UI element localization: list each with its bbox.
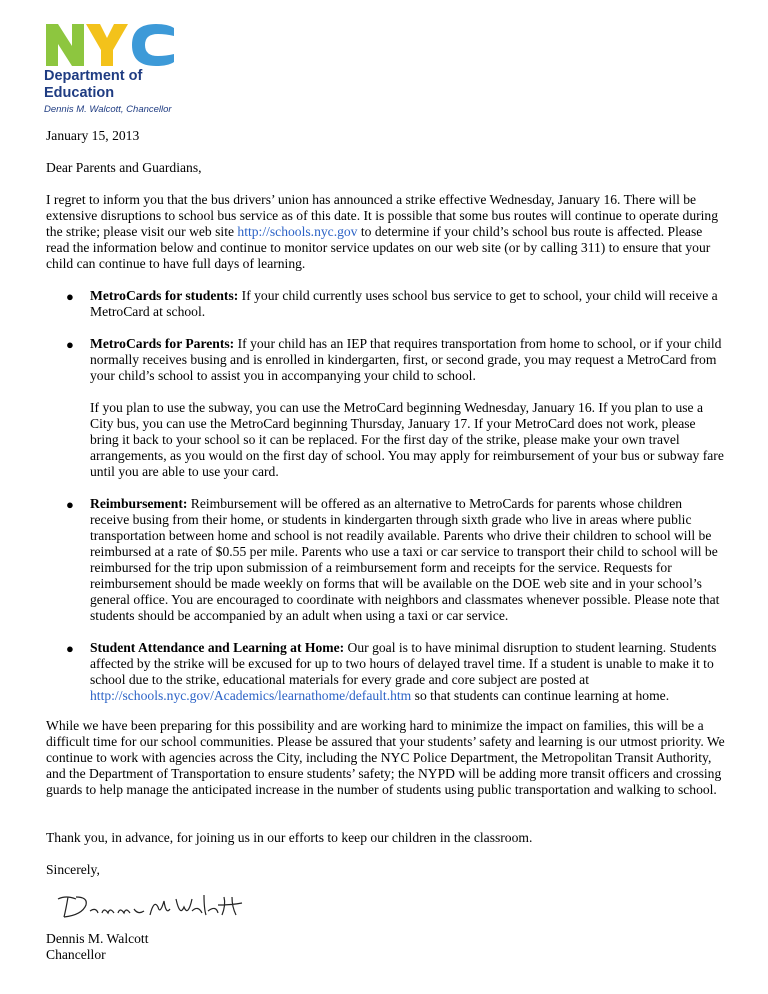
thanks-paragraph: Thank you, in advance, for joining us in our efforts to keep our children in the classroom. — [46, 830, 533, 845]
bullet-attendance-learning: Student Attendance and Learning at Home: Our goal is to have minimal disruption to student learning. Students affected by the strike will be excused for up to two hours of delayed travel time. If a student is unable to make it to school due to the strike, educational materials for every grade and core subject are posted at http://schools.nyc.gov/Academics/learnathome/default.htm so that students can continue learning at home. — [90, 640, 717, 703]
bullet-reimbursement: Reimbursement: Reimbursement will be offered as an alternative to MetroCards for parents whose children receive busing from their home, or students in kindergarten through sixth grade who live in areas where public transportation between home and school is not readily available. Parents who drive their children to school will be reimbursed at a rate of $0.55 per mile. Parents who use a taxi or car service to transport their child to school will be reimbursed for the trip upon submission of a reimbursement form and receipts for the service. Requests for reimbursement should be made weekly on forms that will be available on the DOE web site and in your school’s general office. You are encouraged to coordinate with neighbors and classmates whenever possible. Please note that students should be accompanied by an adult when using a taxi or car service. — [90, 496, 720, 623]
nyc-y-letter — [86, 24, 128, 66]
nyc-c-letter — [132, 24, 174, 66]
logo-chancellor-line: Dennis M. Walcott, Chancellor — [44, 104, 172, 115]
closing-paragraph: While we have been preparing for this possibility and are working hard to minimize the impact on families, this will be a difficult time for our school communities. Please be assured that your students’ safety and learning is our utmost priority. We continue to work with agencies across the City, including the NYC Police Department, the Metropolitan Transit Authority, and the Department of Transportation to ensure students’ safety; the NYPD will be adding more transit officers and crossing guards to help manage the anticipated increase in the number of students using public transportation and walking to school. — [46, 718, 725, 797]
bullet-icon: ● — [66, 641, 74, 656]
sign-off: Sincerely, — [46, 862, 100, 877]
signer-name: Dennis M. Walcott — [46, 931, 149, 946]
bullet-icon: ● — [66, 337, 74, 352]
bullet-icon: ● — [66, 289, 74, 304]
letter-date: January 15, 2013 — [46, 128, 140, 143]
doe-logo — [44, 22, 184, 115]
intro-paragraph: I regret to inform you that the bus drivers’ union has announced a strike effective Wednesday, January 16. There will be extensive disruptions to school bus service as of this date. It is possible that some bus routes will continue to operate during the strike; please visit our web site http://schools.nyc.gov to determine if your child’s school bus route is affected. Please read the information below and continue to monitor service updates on our web site (or by calling 311) to ensure that your child can continue to have full days of learning. — [46, 192, 719, 271]
subway-paragraph: If you plan to use the subway, you can use the MetroCard beginning Wednesday, January 16. If you plan to use a City bus, you can use the MetroCard beginning Thursday, January 17. If your MetroCard does not work, please bring it back to your school so it can be replaced. For the first day of the strike, please make your own travel arrangements, as you would on the first day of school. You may apply for reimbursement of your bus or subway fare until you are able to use your card. — [90, 400, 724, 479]
salutation: Dear Parents and Guardians, — [46, 160, 202, 175]
schools-website-link[interactable]: http://schools.nyc.gov — [237, 224, 358, 239]
bullet-icon: ● — [66, 497, 74, 512]
signer-title: Chancellor — [46, 947, 106, 962]
nyc-n-letter — [46, 24, 84, 66]
bullet-metrocards-parents: MetroCards for Parents: If your child has an IEP that requires transportation from home to school, or if your child normally receives busing and is enrolled in kindergarten, first, or second grade, you may request a MetroCard from your child’s school to assist you in accompanying your child to school. — [90, 336, 722, 383]
handwritten-signature — [46, 885, 246, 927]
learn-at-home-link[interactable]: http://schools.nyc.gov/Academics/learnathome/default.htm — [90, 688, 412, 703]
nyc-logo-icon — [44, 22, 176, 68]
department-name: Department of Education — [44, 68, 143, 101]
bullet-metrocards-students: MetroCards for students: If your child currently uses school bus service to get to school, your child will receive a MetroCard at school. — [90, 288, 718, 319]
